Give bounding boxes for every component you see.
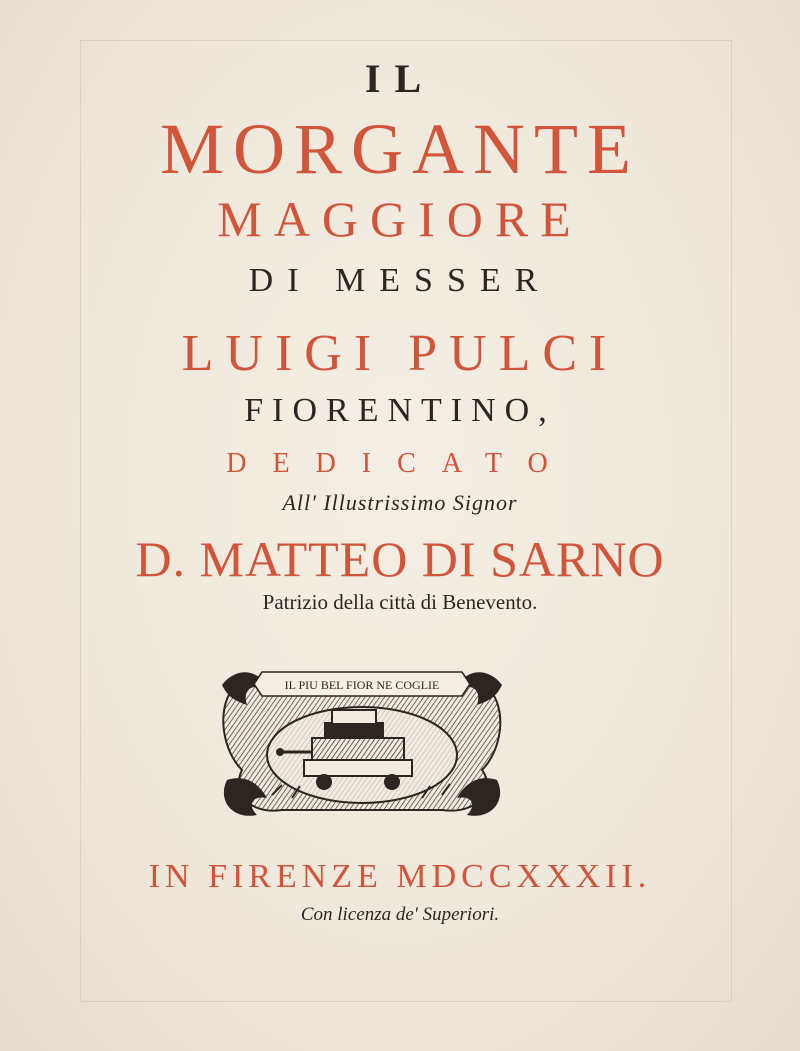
author-prefix: DI MESSER — [248, 262, 552, 299]
title-subtitle: MAGGIORE — [217, 191, 583, 247]
printer-device-icon — [212, 650, 512, 820]
author-origin: FIORENTINO, — [244, 392, 556, 429]
title-main: MORGANTE — [160, 109, 640, 189]
vignette-motto: IL PIU BEL FIOR NE COGLIE — [284, 678, 440, 692]
imprint-place-date: IN FIRENZE MDCCXXXII. — [148, 858, 652, 895]
imprint-license: Con licenza de' Superiori. — [300, 904, 500, 925]
dedication-addressee-title: All' Illustrissimo Signor — [282, 490, 518, 515]
title-article: IL — [364, 56, 436, 101]
dedicatee-description: Patrizio della città di Benevento. — [262, 590, 538, 614]
dedication-heading: DEDICATO — [226, 448, 574, 479]
author-name: LUIGI PULCI — [181, 325, 619, 382]
dedicatee-name: D. MATTEO DI SARNO — [135, 531, 665, 587]
printer-device-vignette — [212, 650, 512, 820]
